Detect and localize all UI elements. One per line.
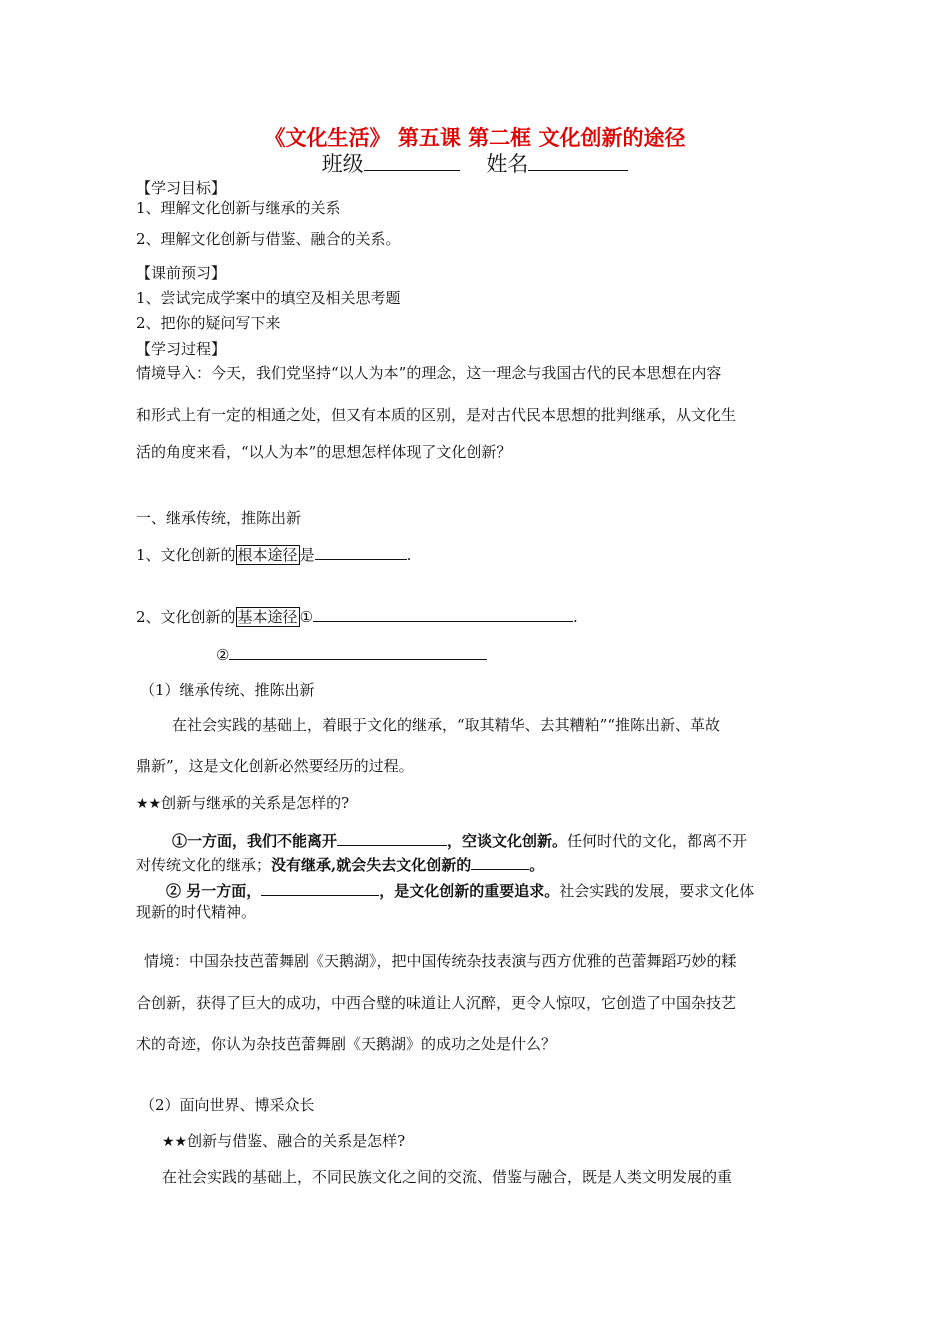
intro-line: 情境导入：今天，我们党坚持“以人为本”的理念，这一理念与我国古代的民本思想在内容 — [136, 364, 722, 382]
section1-heading: 一、继承传统，推陈出新 — [136, 509, 302, 527]
question-1: 1、文化创新的 根本途径 是 . — [136, 541, 411, 566]
star-icon: ★★ — [136, 796, 162, 812]
answer-blank[interactable] — [471, 851, 529, 870]
intro-line: 活的角度来看，“以人为本”的思想怎样体现了文化创新？ — [136, 443, 512, 461]
point-2-line2: 现新的时代精神。 — [136, 903, 257, 921]
answer-blank[interactable] — [261, 877, 379, 896]
point-2: ② 另一方面， ，是文化创新的重要追求。社会实践的发展，要求文化体 — [166, 877, 754, 902]
answer-blank[interactable] — [229, 641, 487, 660]
preview-item: 1、尝试完成学案中的填空及相关思考题 — [136, 289, 401, 307]
point-1-line2: 对传统文化的继承；没有继承,就会失去文化创新的 。 — [136, 851, 544, 876]
answer-blank[interactable] — [315, 541, 407, 560]
class-label: 班级 — [321, 152, 364, 176]
answer-blank[interactable] — [313, 603, 573, 622]
sub1-heading: （1）继承传统、推陈出新 — [140, 681, 315, 699]
objective-item: 1、理解文化创新与继承的关系 — [136, 199, 341, 217]
scenario-line: 合创新，获得了巨大的成功，中西合璧的味道让人沉醉，更令人惊叹，它创造了中国杂技艺 — [136, 994, 737, 1012]
boxed-term: 根本途径 — [237, 546, 298, 564]
sub1-para-line: 在社会实践的基础上，着眼于文化的继承，“取其精华、去其糟粕”“推陈出新、革故 — [172, 716, 721, 734]
sub1-para-line: 鼎新”，这是文化创新必然要经历的过程。 — [136, 757, 414, 775]
question-2: 2、文化创新的 基本途径 ① . — [136, 603, 578, 628]
name-blank[interactable] — [528, 152, 628, 171]
point-1: ①一方面，我们不能离开 ，空谈文化创新。任何时代的文化，都离不开 — [172, 827, 747, 852]
objectives-heading: 【学习目标】 — [136, 179, 227, 197]
process-heading: 【学习过程】 — [136, 340, 227, 358]
star-icon: ★★ — [162, 1134, 188, 1150]
objective-item: 2、理解文化创新与借鉴、融合的关系。 — [136, 230, 401, 248]
intro-line: 和形式上有一定的相通之处，但又有本质的区别，是对古代民本思想的批判继承，从文化生 — [136, 406, 737, 424]
sub2-para-line: 在社会实践的基础上，不同民族文化之间的交流、借鉴与融合，既是人类文明发展的重 — [162, 1168, 733, 1186]
question-relationship: ★★创新与继承的关系是怎样的? — [136, 794, 350, 812]
question-borrowing: ★★创新与借鉴、融合的关系是怎样? — [162, 1132, 406, 1150]
sub2-heading: （2）面向世界、博采众长 — [140, 1096, 315, 1114]
name-label: 姓名 — [486, 152, 529, 176]
preview-heading: 【课前预习】 — [136, 264, 227, 282]
scenario-line: 术的奇迹，你认为杂技芭蕾舞剧《天鹅湖》的成功之处是什么？ — [136, 1035, 557, 1053]
class-name-line — [0, 150, 950, 178]
page-title: 《文化生活》 第五课 第二框 文化创新的途径 — [264, 126, 686, 150]
scenario-line: 情境：中国杂技芭蕾舞剧《天鹅湖》，把中国传统杂技表演与西方优雅的芭蕾舞蹈巧妙的糅 — [144, 952, 737, 970]
class-blank[interactable] — [364, 152, 460, 171]
boxed-term: 基本途径 — [237, 608, 298, 626]
answer-blank[interactable] — [337, 827, 447, 846]
preview-item: 2、把你的疑问写下来 — [136, 314, 281, 332]
question-2-second: ② — [216, 641, 487, 666]
